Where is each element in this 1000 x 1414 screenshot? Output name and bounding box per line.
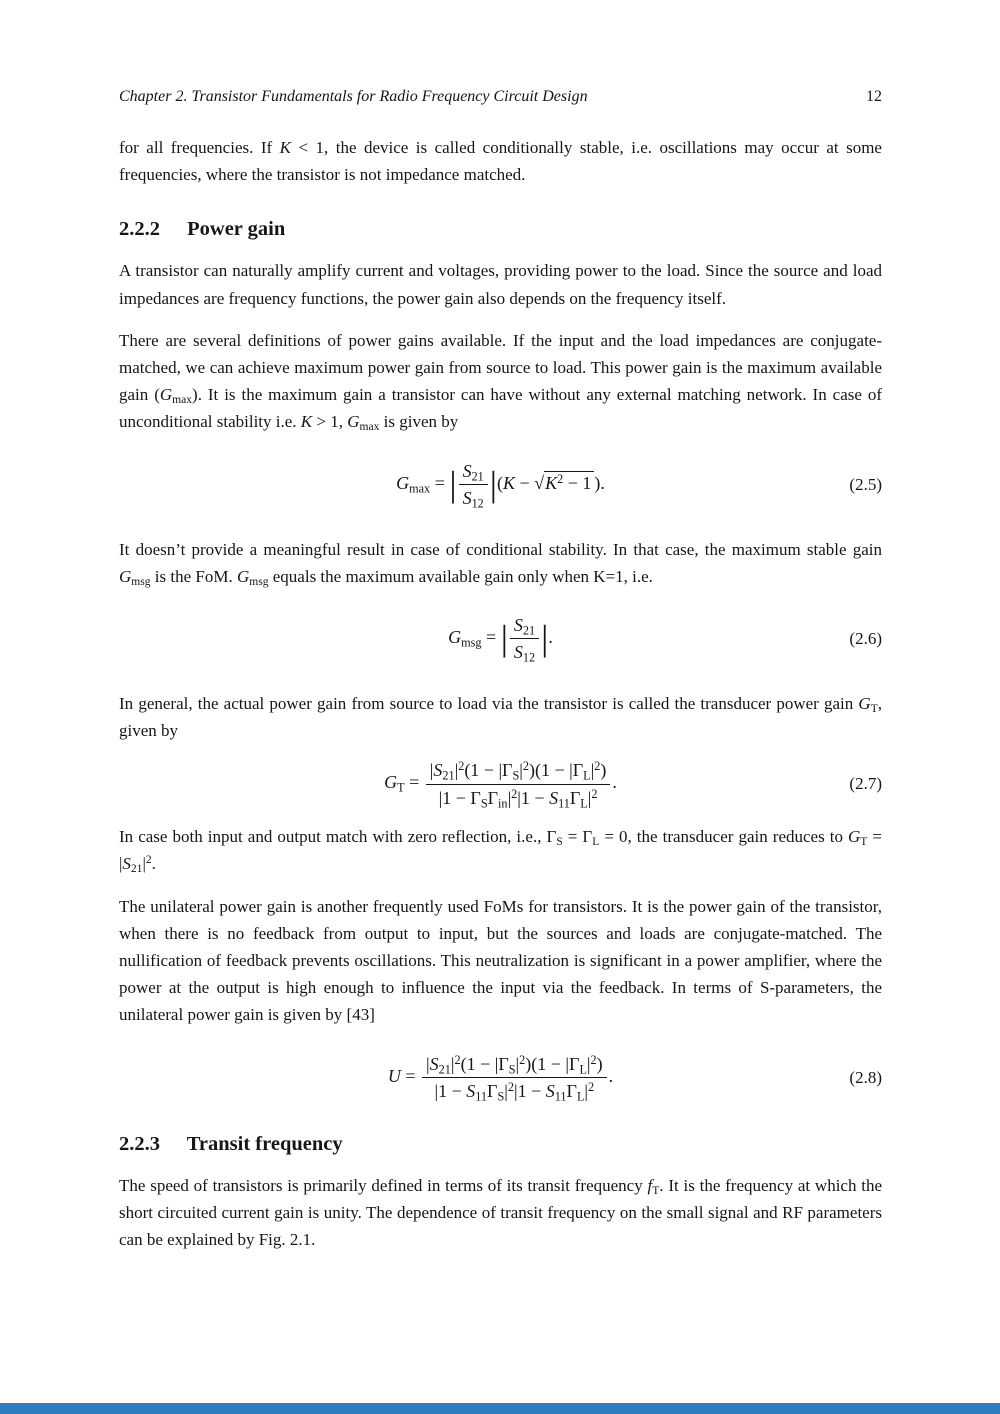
paragraph: In case both input and output match with zero reflection, i.e., $\Gamma_S = \Gamma_L = 0$, the transducer gain reduces to $G_T = |S_{21}|^2$.	[119, 827, 882, 876]
sqrt-symbol: √	[534, 472, 545, 493]
section-title: Power gain	[187, 218, 286, 241]
bottom-accent-bar	[0, 1403, 1000, 1414]
square-root	[534, 473, 594, 494]
section-number: 2.2.3	[119, 1132, 160, 1155]
equation-tail: .	[608, 1065, 614, 1086]
equation-tail: ).	[594, 472, 605, 493]
equation-2-8	[119, 1053, 882, 1103]
equation-body: $G_{msg}$ = | $\frac{S_{21}}{S_{12}}$ |.	[448, 614, 553, 665]
equation-number: (2.6)	[849, 628, 882, 648]
paragraph-intro: for all frequencies. If K < 1, the device is called conditionally stable, i.e. oscillations may occur at some frequencies, where the transistor is not impedance matched.	[119, 138, 882, 185]
page-content	[119, 134, 882, 1253]
fraction	[510, 614, 539, 664]
fraction-numerator: $S_{21}$	[459, 460, 488, 486]
equation-mid: (K −	[497, 472, 535, 493]
equation-2-7	[119, 759, 882, 809]
fraction-denominator: $|1 - S_{11}\Gamma_S|^2|1 - S_{11}\Gamma_L|^2$	[434, 1079, 595, 1104]
section-heading-transit-frequency	[119, 1133, 882, 1156]
section-number: 2.2.2	[119, 218, 160, 241]
equation-lhs: $G_{max}$ =	[396, 472, 450, 496]
equation-body	[384, 759, 617, 809]
page-body	[119, 88, 882, 1268]
fraction	[422, 1053, 607, 1103]
paragraph: A transistor can naturally amplify current and voltages, providing power to the load. Since the source and load impedances are frequency functions, the power gain also depends on the frequency itself.	[119, 261, 882, 308]
equation-2-6	[119, 614, 882, 664]
equation-number: (2.7)	[849, 774, 882, 794]
page-header	[119, 88, 882, 106]
equation-lhs: $G_T$ =	[384, 772, 424, 795]
fraction-numerator: $|S_{21}|^2(1 - |\Gamma_S|^2)(1 - |\Gamma_L|^2)$	[426, 759, 611, 785]
running-title: Chapter 2. Transistor Fundamentals for Radio Frequency Circuit Design	[119, 88, 588, 105]
equation-2-5	[119, 460, 882, 510]
equation-tail: .	[612, 772, 617, 793]
section-heading-power-gain	[119, 218, 882, 241]
paragraph: There are several definitions of power gains available. If the input and the load impedances are conjugate-matched, we can achieve maximum power gain from source to load. This power gain is the maximum available gain $(G_{max})$. It is the maximum gain a transistor can have without any external matching network. In case of unconditional stability i.e. K > 1, $G_{max}$ is given by	[119, 330, 882, 434]
radicand: $K^2 - 1$	[544, 471, 594, 493]
paragraph: In general, the actual power gain from source to load via the transistor is called the transducer power gain $G_T$, given by	[119, 693, 882, 741]
equation-number: (2.8)	[849, 1067, 882, 1087]
fraction-numerator: $S_{21}$	[510, 614, 539, 640]
section-title: Transit frequency	[186, 1132, 343, 1155]
fraction	[459, 460, 488, 510]
paragraph: The unilateral power gain is another frequently used FoMs for transistors. It is the power gain of the transistor, when there is no feedback from output to input, but the sources and loads are conjugate-matched. The nullification of feedback prevents oscillations. This neutralization is significant in a power amplifier, where the power at the output is high enough to influence the input via the feedback. In terms of S-parameters, the unilateral power gain is given by [43]	[119, 896, 882, 1025]
fraction-denominator: $S_{12}$	[513, 642, 536, 665]
equation-number: (2.5)	[849, 474, 882, 494]
equation-lhs: $G_{msg}$ =	[448, 627, 501, 650]
paragraph: The speed of transistors is primarily defined in terms of its transit frequency $f_T$. It is the frequency at which the short circuited current gain is unity. The dependence of transit frequency on the small signal and RF parameters can be explained by Fig. 2.1.	[119, 1175, 882, 1249]
equation-body	[388, 1053, 613, 1103]
paragraph: It doesn’t provide a meaningful result in case of conditional stability. In that case, the maximum stable gain $G_{msg}$ is the FoM. $G_{msg}$ equals the maximum available gain only when K=1, i.e.	[119, 539, 882, 588]
page-number: 12	[866, 88, 882, 105]
fraction-numerator: $|S_{21}|^2(1 - |\Gamma_S|^2)(1 - |\Gamma_L|^2)$	[422, 1053, 607, 1079]
fraction	[426, 759, 611, 809]
fraction-denominator: $|1 - \Gamma_S\Gamma_{in}|^2|1 - S_{11}\Gamma_L|^2$	[438, 786, 598, 811]
equation-body: $G_{max}$ = | $\frac{S_{21}}{S_{12}}$ $|(K - √K^2 - 1$ ).	[396, 460, 605, 511]
equation-lhs: U =	[387, 1065, 420, 1086]
fraction-denominator: $S_{12}$	[462, 488, 484, 511]
equation-tail: .	[548, 627, 553, 647]
